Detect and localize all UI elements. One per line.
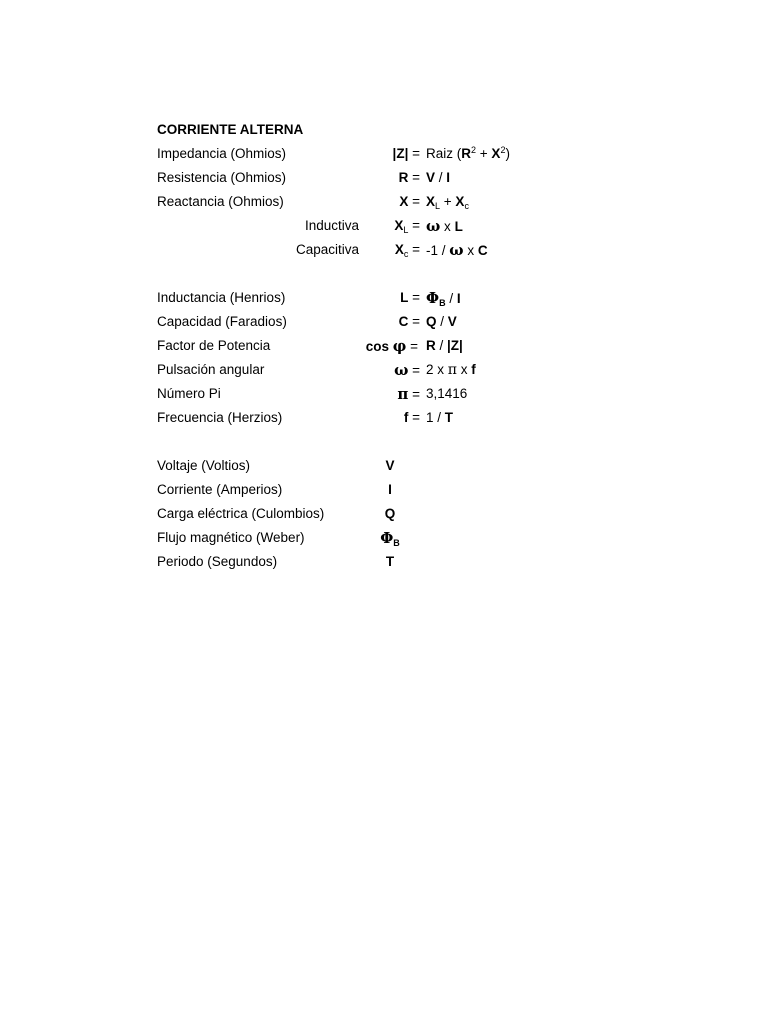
row-label: Número Pi <box>157 386 221 401</box>
unit-row-period <box>0 553 768 577</box>
row-symbol: cos φ = <box>365 337 418 355</box>
formula-row-frequency <box>0 409 768 433</box>
row-formula: Q / V <box>426 314 457 329</box>
row-label: Corriente (Amperios) <box>157 482 283 497</box>
row-symbol: |Z| = <box>392 146 420 161</box>
row-symbol: ω = <box>394 361 420 379</box>
row-formula: 3,1416 <box>426 386 468 401</box>
formula-row-capacitive <box>0 241 768 265</box>
row-label: Pulsación angular <box>157 362 265 377</box>
formula-row-inductance <box>0 289 768 313</box>
row-symbol: X = <box>399 194 420 209</box>
row-symbol: I <box>388 482 392 497</box>
row-symbol: Q <box>384 506 396 521</box>
row-symbol: R = <box>398 170 420 185</box>
row-symbol: π = <box>397 385 420 403</box>
row-symbol: $\Phi_B$ <box>380 529 400 548</box>
row-symbol: C = <box>398 314 420 329</box>
row-label: Factor de Potencia <box>157 338 271 353</box>
row-formula: V / I <box>426 170 451 185</box>
row-symbol: $X_c$ = <box>394 242 420 259</box>
unit-row-current <box>0 481 768 505</box>
row-symbol: T <box>385 554 395 569</box>
row-formula: $X_L + X_c$ <box>426 194 469 211</box>
unit-row-magnetic-flux <box>0 529 768 553</box>
row-label: Voltaje (Voltios) <box>157 458 251 473</box>
row-label: Inductancia (Henrios) <box>157 290 286 305</box>
row-formula: R / |Z| <box>426 338 463 353</box>
formula-row-resistance <box>0 169 768 193</box>
row-symbol: V <box>385 458 395 473</box>
row-formula: 1 / T <box>426 410 454 425</box>
page-title: CORRIENTE ALTERNA <box>157 122 304 137</box>
row-formula: $\Phi_B$ / I <box>426 289 461 308</box>
row-label: Carga eléctrica (Culombios) <box>157 506 325 521</box>
row-label: Flujo magnético (Weber) <box>157 530 305 545</box>
row-symbol: L = <box>400 290 420 305</box>
formula-row-reactance <box>0 193 768 217</box>
formula-row-impedance <box>0 145 768 169</box>
row-label: Impedancia (Ohmios) <box>157 146 287 161</box>
unit-row-charge <box>0 505 768 529</box>
row-label: Periodo (Segundos) <box>157 554 278 569</box>
row-formula: -1 / ω x C <box>426 241 488 259</box>
row-sublabel: Inductiva <box>304 218 359 233</box>
unit-row-voltage <box>0 457 768 481</box>
row-symbol: f = <box>403 410 420 425</box>
row-formula: Raiz $(R^2 + X^2)$ <box>426 145 510 161</box>
formula-row-angular-pulsation <box>0 361 768 385</box>
row-formula: 2 x π x f <box>426 362 476 378</box>
formula-row-inductive <box>0 217 768 241</box>
row-formula: ω x L <box>426 217 463 235</box>
row-sublabel: Capacitiva <box>295 242 359 257</box>
formula-row-pi <box>0 385 768 409</box>
row-label: Capacidad (Faradios) <box>157 314 287 329</box>
formula-row-capacitance <box>0 313 768 337</box>
row-symbol: $X_L$ = <box>394 218 420 235</box>
formula-row-power-factor <box>0 337 768 361</box>
row-label: Frecuencia (Herzios) <box>157 410 283 425</box>
row-label: Resistencia (Ohmios) <box>157 170 287 185</box>
row-label: Reactancia (Ohmios) <box>157 194 284 209</box>
